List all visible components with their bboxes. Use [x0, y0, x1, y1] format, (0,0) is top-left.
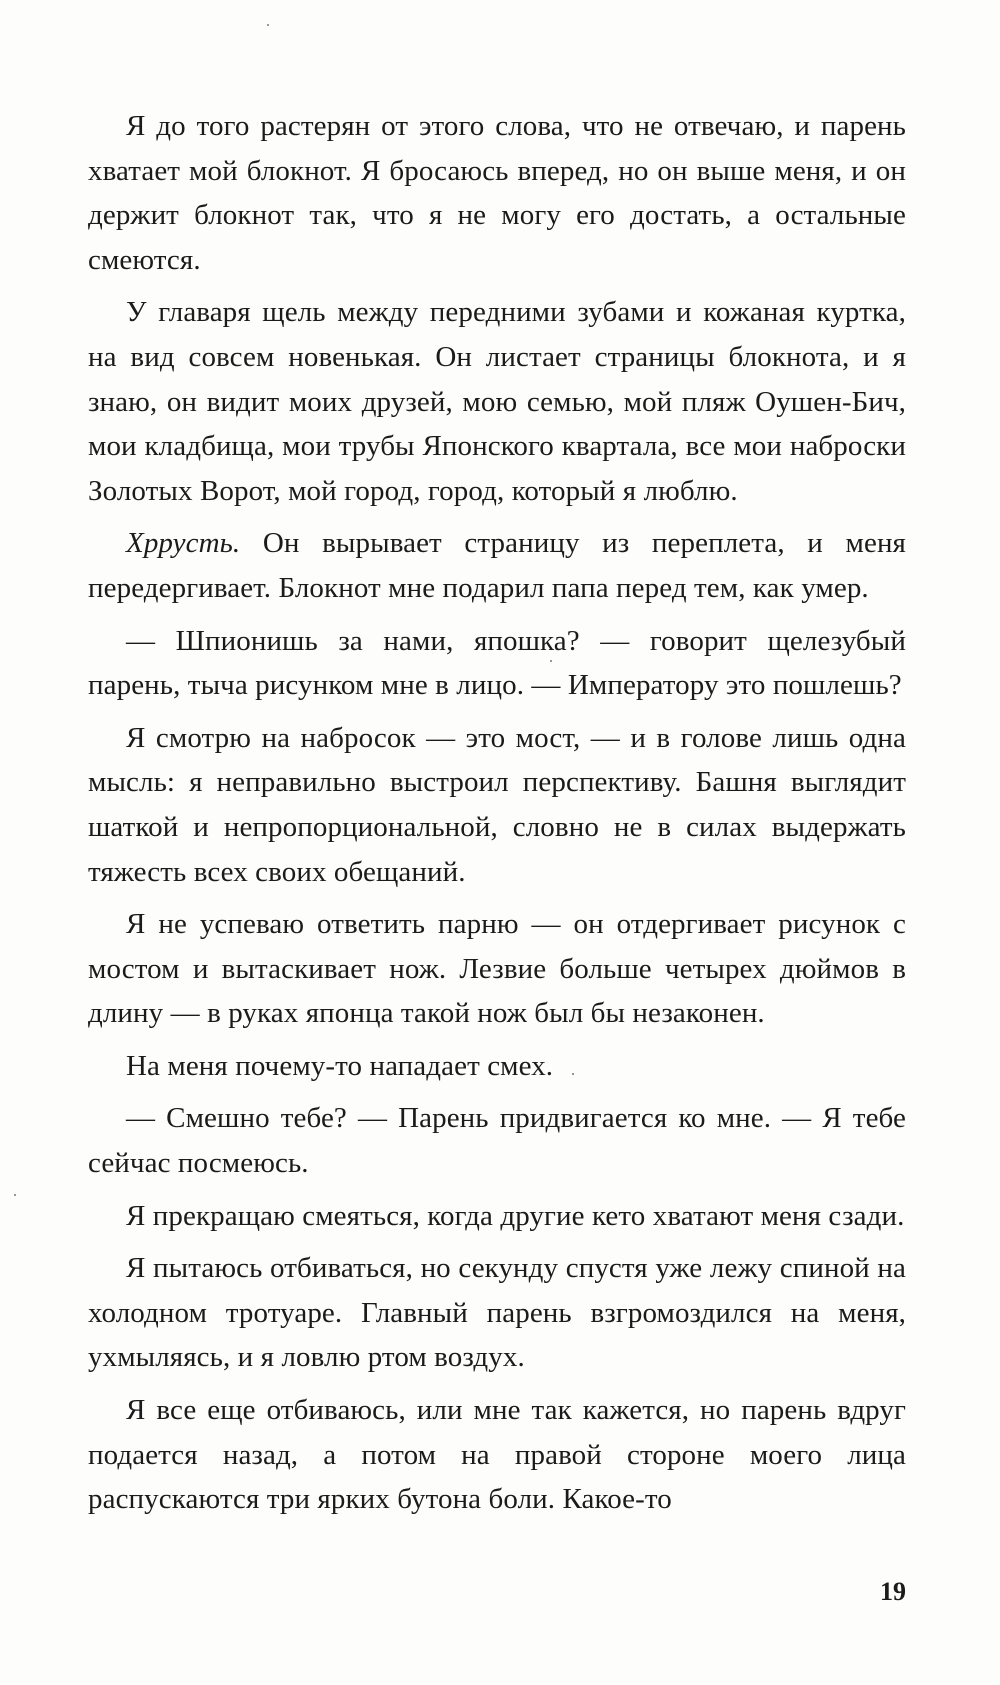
page-number: 19: [880, 1577, 906, 1606]
paragraph-8: — Смешно тебе? — Парень придвигается ко мне. — Я тебе сейчас посмеюсь.: [88, 1102, 906, 1180]
onomatopoeia: Хррусть.: [126, 527, 241, 560]
paragraph-1: Я до того растерян от этого слова, что не отвечаю, и парень хватает мой блокнот. Я бросаюсь вперед, но он выше меня, и он держит блокнот так, что я не могу его достать, а остальные смеются.: [88, 110, 906, 276]
paragraph-11: Я все еще отбиваюсь, или мне так кажется, но парень вдруг подается назад, а потом на правой стороне моего лица распускаются три ярких бутона боли. Какое-то: [88, 1394, 906, 1516]
paragraph-4: — Шпионишь за нами, япошка? — говорит щелезубый парень, тыча рисунком мне в лицо. — Императору это пошлешь?: [88, 624, 906, 702]
paragraph-7: На меня почему-то нападает смех.: [126, 1049, 554, 1082]
scan-speck: [267, 24, 269, 26]
paragraph-6: Я не успеваю ответить парню — он отдергивает рисунок с мостом и вытаскивает нож. Лезвие больше четырех дюймов в длину — в руках японца такой нож был бы незаконен.: [88, 908, 906, 1030]
paragraph-10: Я пытаюсь отбиваться, но секунду спустя уже лежу спиной на холодном тротуаре. Главный парень взгромоздился на меня, ухмыляясь, и я ловлю ртом воздух.: [88, 1252, 906, 1374]
paragraph-5: Я смотрю на набросок — это мост, — и в голове лишь одна мысль: я неправильно выстроил перспективу. Башня выглядит шаткой и непропорциональной, словно не в силах выдержать тяжесть всех своих обещаний.: [88, 721, 906, 888]
scan-speck: [14, 1194, 16, 1196]
paragraph-3: Хррусть. Он вырывает страницу из переплета, и меня передергивает. Блокнот мне подарил папа перед тем, как умер.: [88, 527, 906, 604]
body-text: [88, 104, 906, 1530]
paragraph-2: У главаря щель между передними зубами и кожаная куртка, на вид совсем новенькая. Он листает страницы блокнота, и я знаю, он видит моих друзей, мою семью, мой пляж Оушен-Бич, мои кладбища, мои трубы Японского квартала, все мои наброски Золотых Ворот, мой город, город, который я люблю.: [88, 296, 906, 507]
paragraph-9: Я прекращаю смеяться, когда другие кето хватают меня сзади.: [126, 1199, 905, 1232]
